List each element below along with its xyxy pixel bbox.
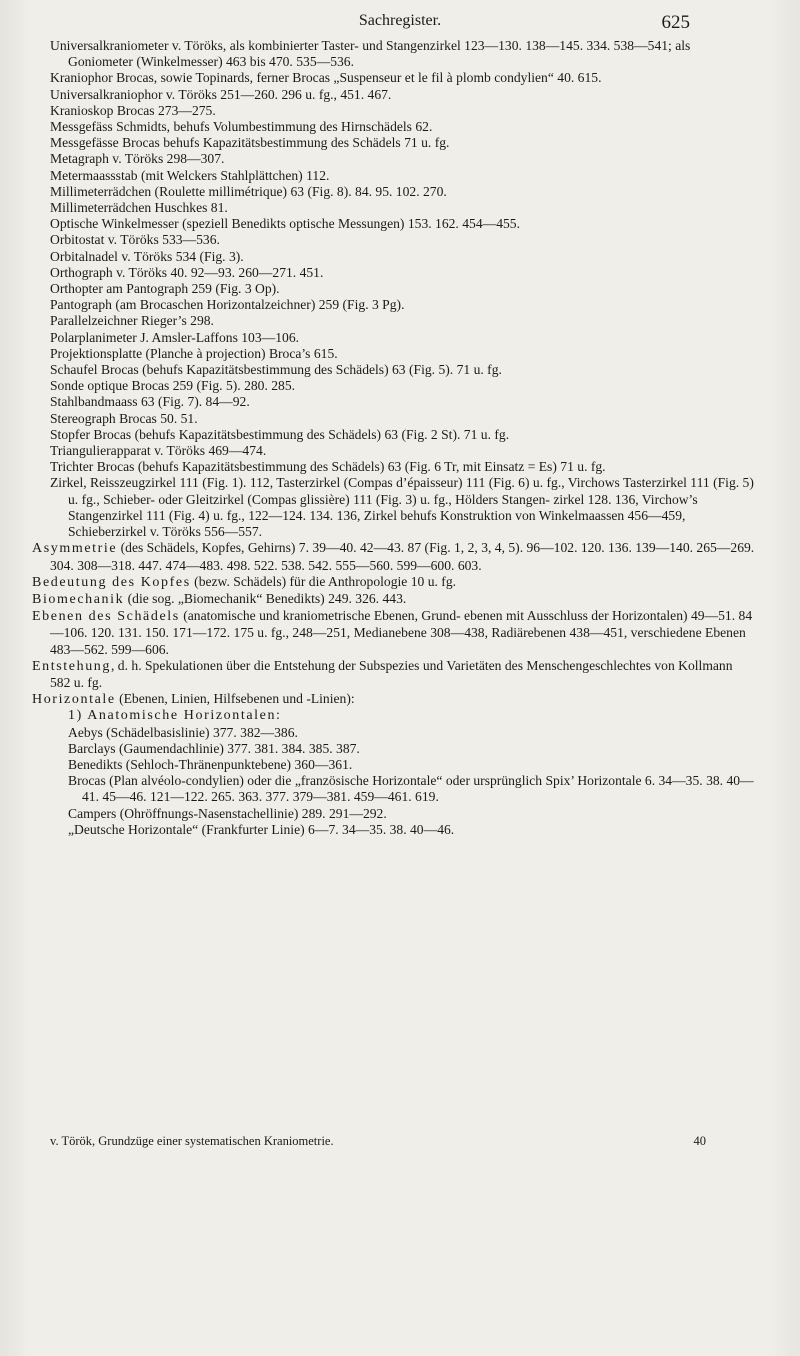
index-body (32, 38, 756, 838)
page-number: 625 (661, 12, 690, 33)
topic-text: , d. h. Spekulationen über die Entstehung der Subspezies und Varietäten des Menschengeschlechtes von Kollmann 582 u. fg. (50, 657, 733, 690)
topic-head: Horizontale (32, 692, 116, 708)
subsection-item: Barclays (Gaumendachlinie) 377. 381. 384. 385. 387. (68, 740, 360, 756)
topic-entry (32, 658, 756, 691)
index-entry: Orbitalnadel v. Töröks 534 (Fig. 3). (50, 248, 244, 264)
index-entry: Universalkraniometer v. Töröks, als kombinierter Taster- und Stangenzirkel 123—130. 138—145. 334. 538—541; als Goniometer (Winkelmesser) 463 bis 470. 535—536. (50, 38, 691, 70)
index-entry: Stahlbandmaass 63 (Fig. 7). 84—92. (50, 394, 250, 410)
index-entry: Orthograph v. Töröks 40. 92—93. 260—271. 451. (50, 264, 324, 280)
topic-text: (bezw. Schädels) für die Anthropologie 10 u. fg. (190, 573, 457, 589)
index-entry: Millimeterrädchen Huschkes 81. (50, 200, 228, 216)
topic-entry (32, 608, 756, 658)
page-header (0, 12, 800, 38)
index-entry: Millimeterrädchen (Roulette millimétrique) 63 (Fig. 8). 84. 95. 102. 270. (50, 183, 447, 199)
footer-source: v. Török, Grundzüge einer systematischen Kraniometrie. (50, 1134, 334, 1148)
subsection-item: „Deutsche Horizontale“ (Frankfurter Linie) 6—7. 34—35. 38. 40—46. (68, 821, 455, 837)
running-title: Sachregister. (358, 12, 442, 29)
index-entry: Orbitostat v. Töröks 533—536. (50, 232, 220, 248)
topic-text: (die sog. „Biomechanik“ Benedikts) 249. 326. 443. (124, 590, 407, 606)
index-entry: Messgefässe Brocas behufs Kapazitätsbestimmung des Schädels 71 u. fg. (50, 135, 450, 151)
index-entry: Metagraph v. Töröks 298—307. (50, 151, 225, 167)
topic-head: Biomechanik (32, 591, 125, 607)
index-entry: Metermaassstab (mit Welckers Stahlplättchen) 112. (50, 167, 330, 183)
index-entry: Kraniophor Brocas, sowie Topinards, ferner Brocas „Suspenseur et le fil à plomb condylien“ 40. 615. (50, 70, 602, 86)
index-entry: Messgefäss Schmidts, behufs Volumbestimmung des Hirnschädels 62. (50, 119, 433, 135)
topic-head: Ebenen des Schädels (32, 609, 180, 625)
index-entry: Projektionsplatte (Planche à projection) Broca’s 615. (50, 345, 338, 361)
topic-text: (Ebenen, Linien, Hilfsebenen und -Linien): (115, 691, 355, 707)
index-entry: Pantograph (am Brocaschen Horizontalzeichner) 259 (Fig. 3 Pg). (50, 297, 405, 313)
index-entry: Kranioskop Brocas 273—275. (50, 102, 216, 118)
index-entry: Zirkel, Reisszeugzirkel 111 (Fig. 1). 112, Tasterzirkel (Compas d’épaisseur) 111 (Fig. 6) u. fg., Virchows Tasterzirkel 111 (Fig. 5) u. fg., Schieber- oder Gleitzirkel (Compas glissière) 111 (Fig. 3) u. fg., Hölders Stangen- zirkel 128. 136, Virchow’s Stangenzirkel 111 (Fig. 4) u. fg., 122—124. 134. 136, Zirkel behufs Konstruktion von Winkelmaassen 456—459, Schieberzirkel v. Töröks 556—557. (50, 475, 754, 540)
index-entry: Stereograph Brocas 50. 51. (50, 410, 198, 426)
topic-entry (32, 591, 756, 608)
topic-entry (32, 691, 756, 708)
topic-entry (32, 540, 756, 573)
topic-head: Asymmetrie (32, 541, 118, 557)
index-entry: Universalkraniophor v. Töröks 251—260. 296 u. fg., 451. 467. (50, 86, 392, 102)
topic-head: Entstehung (32, 658, 111, 674)
index-entry: Stopfer Brocas (behufs Kapazitätsbestimmung des Schädels) 63 (Fig. 2 St). 71 u. fg. (50, 426, 510, 442)
index-entry: Optische Winkelmesser (speziell Benedikts optische Messungen) 153. 162. 454—455. (50, 216, 520, 232)
topic-head: Bedeutung des Kopfes (32, 574, 191, 590)
subsection-item: Benedikts (Sehloch-Thränenpunktebene) 360—361. (68, 756, 353, 772)
topic-text: (anatomische und kraniometrische Ebenen, Grund- ebenen mit Ausschluss der Horizontalen) 49—51. 84—106. 120. 131. 150. 171—172. 175 u. fg., 248—251, Medianebene 308—438, Radiärebenen 438—451, verschiedene Ebenen 483—562. 599—606. (50, 608, 753, 657)
subsection-item: Campers (Ohröffnungs-Nasenstachellinie) 289. 291—292. (68, 805, 387, 821)
index-entry: Schaufel Brocas (behufs Kapazitätsbestimmung des Schädels) 63 (Fig. 5). 71 u. fg. (50, 362, 502, 378)
topic-text: (des Schädels, Kopfes, Gehirns) 7. 39—40. 42—43. 87 (Fig. 1, 2, 3, 4, 5). 96—102. 120. 136. 139—140. 265—269. 304. 308—318. 447. 474—483. 498. 522. 538. 542. 555—560. 599—600. 603. (50, 540, 755, 573)
subsection-item: Aebys (Schädelbasislinie) 377. 382—386. (68, 724, 298, 740)
index-entry: Trichter Brocas (behufs Kapazitätsbestimmung des Schädels) 63 (Fig. 6 Tr, mit Einsatz = Es) 71 u. fg. (50, 459, 606, 475)
footer-signature: 40 (693, 1134, 706, 1148)
index-entry: Parallelzeichner Rieger’s 298. (50, 313, 214, 329)
subsection-item: Brocas (Plan alvéolo-condylien) oder die „französische Horizontale“ oder ursprünglich Spix’ Horizontale 6. 34—35. 38. 40—41. 45—46. 121—122. 265. 363. 377. 379—381. 459—461. 619. (68, 773, 754, 805)
index-entry: Orthopter am Pantograph 259 (Fig. 3 Op). (50, 281, 280, 297)
subsection-heading: 1) Anatomische Horizontalen: (68, 708, 282, 724)
page-footer (50, 1134, 756, 1149)
topic-entry (32, 574, 756, 591)
index-entry: Sonde optique Brocas 259 (Fig. 5). 280. 285. (50, 378, 296, 394)
index-entry: Triangulierapparat v. Töröks 469—474. (50, 443, 267, 459)
index-entry: Polarplanimeter J. Amsler-Laffons 103—106. (50, 329, 300, 345)
